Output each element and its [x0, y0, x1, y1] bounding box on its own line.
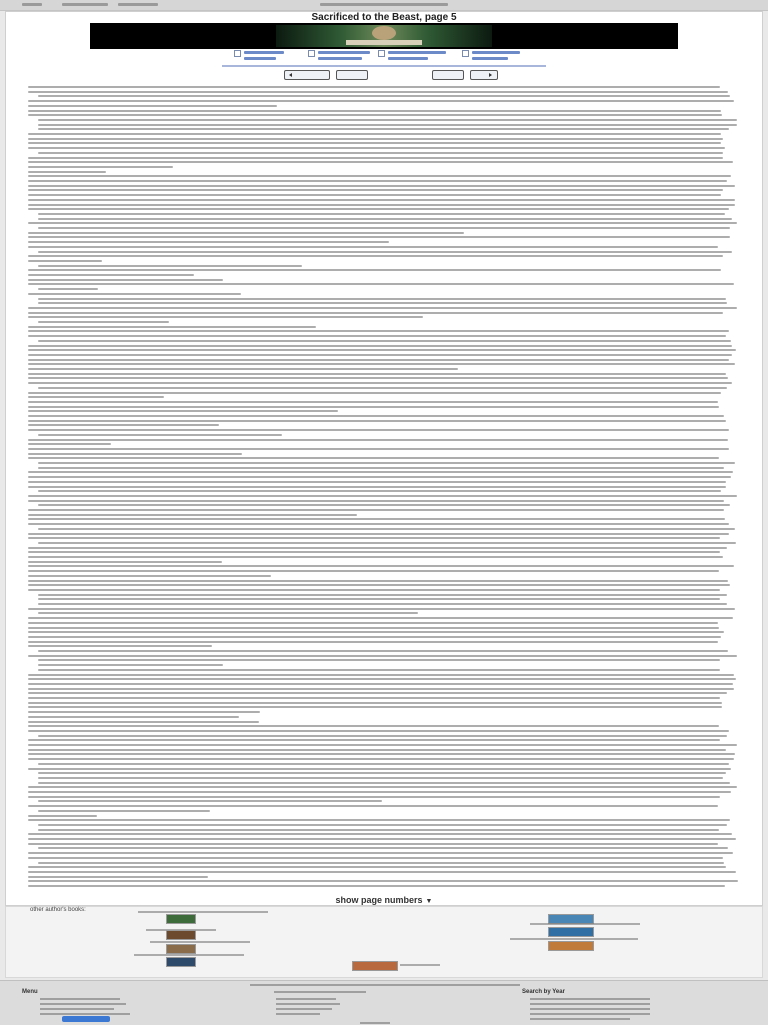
text-line — [38, 218, 732, 220]
text-line — [28, 523, 729, 525]
text-line — [38, 119, 737, 121]
text-line — [28, 241, 389, 243]
text-line — [38, 504, 730, 506]
text-line — [38, 612, 418, 614]
text-line — [38, 772, 726, 774]
text-line — [28, 509, 724, 511]
chevron-down-icon: ▼ — [425, 898, 433, 905]
text-line — [38, 824, 727, 826]
year-links[interactable] — [530, 998, 650, 1000]
option-checkbox[interactable] — [462, 50, 469, 57]
text-line — [38, 542, 736, 544]
book-title[interactable] — [150, 941, 250, 943]
option-checkbox[interactable] — [308, 50, 315, 57]
breadcrumb-author[interactable] — [62, 3, 108, 6]
option-link[interactable] — [318, 57, 362, 60]
related-books-heading: other author's books: — [30, 907, 86, 913]
footer-menu-link[interactable] — [40, 1013, 130, 1015]
text-line — [28, 815, 97, 817]
text-line — [38, 434, 282, 436]
text-line — [28, 744, 737, 746]
text-line — [28, 424, 219, 426]
text-line — [28, 194, 721, 196]
text-line — [38, 800, 382, 802]
show-page-numbers-label: show page numbers — [335, 895, 423, 905]
footer-menu-heading: Menu — [22, 989, 38, 995]
text-line — [28, 688, 734, 690]
text-line — [28, 147, 725, 149]
text-line — [28, 871, 736, 873]
text-line — [28, 655, 737, 657]
text-line — [28, 551, 720, 553]
year-links[interactable] — [530, 1013, 650, 1015]
option-link[interactable] — [388, 57, 428, 60]
text-line — [38, 462, 735, 464]
text-line — [38, 594, 727, 596]
cover-figure — [372, 26, 396, 40]
text-line — [28, 232, 464, 234]
option-link[interactable] — [244, 57, 276, 60]
text-line — [28, 768, 731, 770]
text-line — [28, 589, 720, 591]
text-line — [38, 669, 720, 671]
year-links[interactable] — [530, 1003, 650, 1005]
text-line — [38, 213, 725, 215]
text-line — [28, 180, 727, 182]
book-title[interactable] — [400, 964, 440, 966]
text-line — [28, 533, 729, 535]
text-line — [28, 631, 724, 633]
text-line — [28, 401, 718, 403]
text-line — [28, 500, 724, 502]
text-line — [38, 227, 730, 229]
text-line — [28, 246, 718, 248]
text-line — [28, 166, 173, 168]
page-select[interactable] — [336, 70, 368, 80]
text-line — [28, 575, 271, 577]
text-line — [38, 298, 726, 300]
letter-links[interactable] — [276, 1008, 332, 1010]
text-line — [38, 321, 169, 323]
text-line — [38, 763, 729, 765]
text-line — [28, 204, 735, 206]
text-line — [28, 561, 222, 563]
option-link[interactable] — [318, 51, 370, 54]
text-line — [28, 791, 731, 793]
text-line — [28, 716, 239, 718]
text-line — [28, 382, 732, 384]
option-link[interactable] — [244, 51, 284, 54]
book-title[interactable] — [510, 938, 638, 940]
book-title[interactable] — [530, 923, 640, 925]
text-line — [28, 721, 259, 723]
text-line — [38, 735, 727, 737]
text-line — [28, 641, 718, 643]
text-line — [38, 490, 721, 492]
footer-search-heading — [274, 991, 366, 993]
text-line — [28, 133, 721, 135]
text-line — [28, 706, 722, 708]
arrow-left-icon — [289, 73, 292, 77]
text-line — [28, 175, 731, 177]
text-line — [28, 857, 723, 859]
text-line — [38, 829, 719, 831]
text-line — [28, 330, 729, 332]
text-line — [28, 345, 732, 347]
text-line — [38, 810, 210, 812]
text-line — [28, 142, 721, 144]
text-line — [28, 199, 735, 201]
text-line — [38, 528, 735, 530]
text-line — [28, 636, 721, 638]
cover-logo — [346, 40, 422, 45]
text-line — [28, 396, 164, 398]
page-title: Sacrificed to the Beast, page 5 — [311, 12, 457, 23]
text-line — [28, 110, 721, 112]
text-line — [28, 866, 726, 868]
text-line — [38, 95, 730, 97]
text-line — [28, 161, 733, 163]
option-link[interactable] — [472, 57, 508, 60]
top-bar-caption — [320, 3, 448, 6]
text-line — [38, 288, 98, 290]
text-line — [28, 753, 735, 755]
text-line — [38, 598, 720, 600]
text-line — [28, 622, 718, 624]
text-line — [28, 674, 734, 676]
text-line — [28, 805, 718, 807]
text-line — [28, 453, 242, 455]
breadcrumb-book[interactable] — [118, 3, 158, 6]
book-banner[interactable] — [90, 23, 678, 49]
prev-page-button[interactable] — [284, 70, 330, 80]
next-page-button[interactable] — [470, 70, 498, 80]
book-cover[interactable] — [352, 961, 398, 971]
text-line — [28, 392, 721, 394]
text-line — [28, 537, 720, 539]
text-line — [28, 114, 722, 116]
text-line — [38, 862, 724, 864]
text-line — [28, 185, 735, 187]
text-line — [28, 796, 720, 798]
book-cover[interactable] — [548, 941, 594, 951]
text-line — [28, 354, 732, 356]
text-line — [38, 124, 737, 126]
text-line — [28, 481, 726, 483]
text-line — [28, 702, 722, 704]
letter-links[interactable] — [276, 1003, 340, 1005]
footer-year-heading: Search by Year — [522, 989, 565, 995]
text-line — [28, 885, 725, 887]
options-caption — [222, 65, 546, 67]
site-footer — [0, 980, 768, 1025]
top-bar — [0, 0, 768, 11]
text-line — [28, 608, 735, 610]
letter-links[interactable] — [276, 998, 336, 1000]
text-line — [28, 274, 194, 276]
text-line — [28, 138, 723, 140]
option-link[interactable] — [472, 51, 520, 54]
text-line — [28, 495, 737, 497]
text-line — [28, 786, 737, 788]
book-cover[interactable] — [166, 930, 196, 940]
text-line — [28, 326, 316, 328]
chapter-text — [28, 86, 742, 892]
text-line — [28, 335, 726, 337]
text-line — [28, 584, 730, 586]
year-links[interactable] — [530, 1008, 650, 1010]
book-cover[interactable] — [166, 944, 196, 954]
text-line — [28, 565, 734, 567]
text-line — [28, 697, 720, 699]
text-line — [28, 476, 731, 478]
text-line — [28, 279, 223, 281]
option-checkbox[interactable] — [378, 50, 385, 57]
text-line — [38, 128, 729, 130]
text-line — [28, 316, 423, 318]
text-line — [28, 457, 719, 459]
footer-menu-link[interactable] — [40, 998, 120, 1000]
option-link[interactable] — [388, 51, 446, 54]
letter-links[interactable] — [276, 1013, 320, 1015]
text-line — [28, 486, 726, 488]
text-line — [28, 105, 277, 107]
text-line — [28, 547, 727, 549]
text-line — [28, 293, 241, 295]
text-line — [28, 406, 719, 408]
text-line — [28, 208, 729, 210]
text-line — [28, 443, 111, 445]
footer-menu-link[interactable] — [40, 1008, 114, 1010]
year-links[interactable] — [530, 1018, 630, 1020]
text-line — [28, 678, 736, 680]
text-line — [28, 363, 735, 365]
text-line — [28, 410, 338, 412]
text-line — [38, 650, 728, 652]
text-line — [38, 603, 727, 605]
text-line — [28, 730, 729, 732]
text-line — [28, 739, 720, 741]
text-line — [28, 222, 737, 224]
text-line — [28, 518, 725, 520]
text-line — [28, 359, 729, 361]
footer-menu-link[interactable] — [40, 1003, 126, 1005]
text-line — [38, 340, 731, 342]
text-line — [28, 580, 728, 582]
text-line — [28, 269, 721, 271]
book-title[interactable] — [134, 954, 244, 956]
book-cover[interactable] — [166, 914, 196, 924]
text-line — [28, 749, 726, 751]
text-line — [38, 782, 730, 784]
text-line — [28, 91, 728, 93]
breadcrumb-home[interactable] — [22, 3, 42, 6]
text-line — [28, 819, 730, 821]
book-title[interactable] — [138, 911, 268, 913]
text-line — [28, 876, 208, 878]
text-line — [28, 711, 260, 713]
text-line — [28, 307, 737, 309]
text-line — [28, 838, 736, 840]
text-line — [28, 157, 723, 159]
text-line — [38, 847, 728, 849]
text-line — [28, 843, 718, 845]
text-line — [28, 189, 723, 191]
cover-art — [276, 25, 492, 47]
text-line — [28, 429, 729, 431]
text-line — [28, 415, 724, 417]
text-line — [28, 617, 733, 619]
text-line — [28, 439, 728, 441]
text-line — [28, 471, 733, 473]
text-line — [28, 556, 723, 558]
text-line — [38, 659, 720, 661]
option-checkbox[interactable] — [234, 50, 241, 57]
text-line — [38, 664, 223, 666]
book-cover[interactable] — [548, 927, 594, 937]
text-line — [28, 645, 212, 647]
text-line — [38, 777, 723, 779]
text-line — [28, 880, 738, 882]
text-line — [28, 236, 730, 238]
text-line — [28, 255, 723, 257]
text-line — [28, 368, 458, 370]
text-line — [38, 152, 723, 154]
footer-notice — [250, 984, 520, 986]
text-line — [28, 852, 733, 854]
text-line — [28, 260, 102, 262]
text-line — [28, 100, 734, 102]
text-line — [28, 758, 734, 760]
text-line — [28, 283, 734, 285]
text-line — [28, 373, 726, 375]
page-select[interactable] — [432, 70, 464, 80]
text-line — [28, 514, 357, 516]
text-line — [38, 467, 724, 469]
text-line — [28, 692, 727, 694]
text-line — [28, 683, 733, 685]
text-line — [28, 627, 719, 629]
footer-search-button[interactable] — [62, 1016, 110, 1022]
text-line — [38, 265, 302, 267]
text-line — [28, 725, 719, 727]
text-line — [28, 420, 726, 422]
text-line — [28, 349, 736, 351]
text-line — [28, 171, 106, 173]
text-line — [28, 448, 729, 450]
book-cover[interactable] — [166, 957, 196, 967]
arrow-right-icon — [489, 73, 492, 77]
text-line — [38, 387, 727, 389]
text-line — [28, 86, 720, 88]
text-line — [28, 833, 732, 835]
text-line — [28, 377, 728, 379]
text-line — [28, 570, 719, 572]
text-line — [38, 251, 732, 253]
text-line — [38, 302, 727, 304]
text-line — [28, 312, 723, 314]
